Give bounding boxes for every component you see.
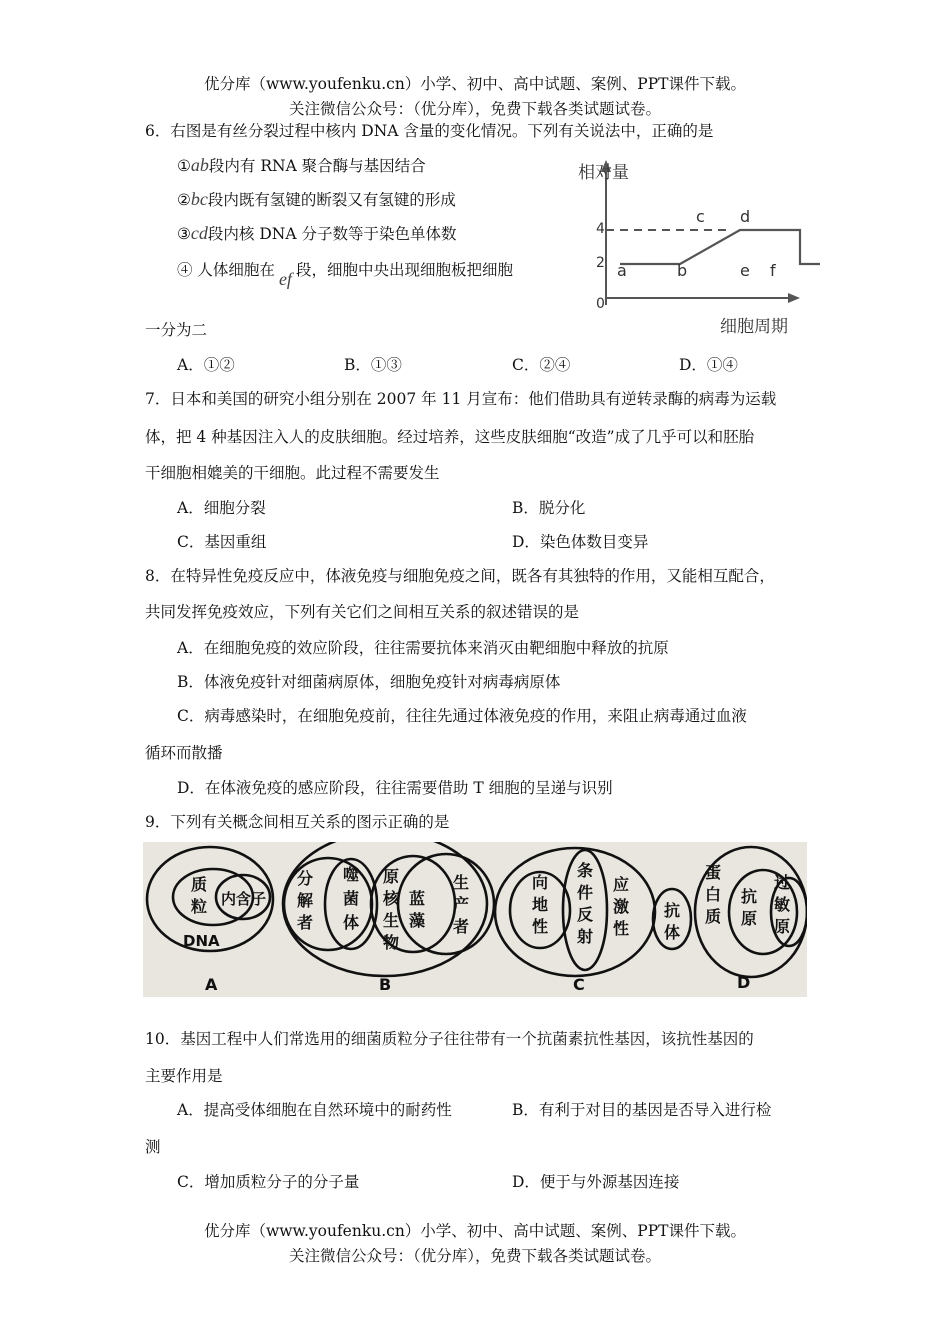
q10-line-1: 10．基因工程中人们常选用的细菌质粒分子往往带有一个抗菌素抗性基因，该抗性基因的 (145, 1030, 754, 1048)
q6-statement-4 (177, 259, 513, 289)
b-phage-1: 噬 (343, 865, 360, 884)
c-geo-2: 地 (532, 895, 549, 914)
q6-s4-num: ④ 人体细胞在 (177, 261, 275, 279)
b-decomposer-2: 解 (297, 891, 314, 910)
q8-option-b: B．体液免疫针对细菌病原体，细胞免疫针对病毒病原体 (177, 673, 561, 691)
q6-s4-text: 段，细胞中央出现细胞板把细胞 (295, 261, 513, 279)
footer-line-2: 关注微信公众号：（优分库），免费下载各类试题试卷。 (288, 1247, 661, 1265)
q6-option-b: B．①③ (344, 356, 402, 374)
q7-line-2: 体，把 4 种基因注入人的皮肤细胞。经过培养，这些皮肤细胞“改造”成了几乎可以和胚胎 (145, 428, 755, 446)
d-allergen-3: 原 (774, 917, 791, 936)
q10-option-a: A．提高受体细胞在自然环境中的耐药性 (177, 1101, 452, 1119)
c-reflex-4: 射 (577, 927, 594, 946)
b-letter: B (379, 975, 392, 994)
footer-line-1: 优分库（www.youfenku.cn）小学、初中、高中试题、案例、PPT课件下载。 (203, 1222, 747, 1240)
b-cyano-2: 藻 (409, 911, 426, 930)
q6-s2-num: ② (177, 191, 191, 209)
d-protein-1: 蛋 (705, 863, 722, 882)
graph-ytick-0: 0 (596, 296, 605, 312)
b-decomposer-3: 者 (297, 913, 314, 932)
b-cyano-1: 蓝 (409, 889, 426, 908)
q6-statement-2 (177, 189, 456, 210)
q6-s2-text: 段内既有氢键的断裂又有氢键的形成 (207, 191, 456, 209)
d-allergen-1: 过 (774, 873, 791, 892)
q8-line-2: 共同发挥免疫效应，下列有关它们之间相互关系的叙述错误的是 (145, 603, 580, 621)
q6-s2-seg: bc (190, 189, 208, 209)
q6-s1-seg: ab (190, 155, 209, 175)
graph-x-arrow (788, 293, 800, 303)
q6-s4-seg: ef (278, 269, 292, 289)
c-stress-3: 性 (613, 919, 630, 938)
graph-ytick-2: 2 (596, 255, 605, 271)
b-prok-4: 物 (383, 933, 400, 952)
c-geo-1: 向 (532, 873, 549, 892)
d-protein-2: 白 (705, 885, 722, 904)
q7-option-d: D．染色体数目变异 (512, 533, 649, 551)
b-producer-1: 生 (453, 873, 470, 892)
d-allergen-2: 敏 (774, 895, 791, 914)
b-prok-2: 核 (383, 889, 400, 908)
q6-s3-text: 段内核 DNA 分子数等于染色单体数 (207, 225, 457, 243)
a-plasmid-label-1: 质 (191, 875, 208, 894)
concept-diagram (143, 842, 807, 997)
q6-s3-num: ③ (177, 225, 191, 243)
q6-stem: 6．右图是有丝分裂过程中核内 DNA 含量的变化情况。下列有关说法中，正确的是 (145, 122, 714, 140)
a-intron-label: 内含子 (221, 890, 267, 908)
graph-point-a: a (617, 261, 627, 280)
c-letter: C (573, 975, 585, 994)
q7-option-b: B．脱分化 (512, 499, 586, 517)
c-geo-3: 性 (532, 917, 549, 936)
q7-line-3: 干细胞相媲美的干细胞。此过程不需要发生 (145, 464, 440, 482)
b-prok-3: 生 (383, 911, 400, 930)
q8-option-c: C．病毒感染时，在细胞免疫前，往往先通过体液免疫的作用，来阻止病毒通过血液 (177, 707, 747, 725)
graph-point-e: e (740, 261, 750, 280)
header-line-2: 关注微信公众号：（优分库），免费下载各类试题试卷。 (288, 100, 661, 118)
dna-content-graph (570, 150, 820, 340)
q8-option-d: D．在体液免疫的感应阶段，往往需要借助 T 细胞的呈递与识别 (177, 779, 613, 797)
q10-option-d: D．便于与外源基因连接 (512, 1173, 680, 1191)
graph-y-label: 相对量 (578, 163, 629, 183)
c-reflex-2: 件 (577, 883, 594, 902)
q6-option-d: D．①④ (679, 356, 738, 374)
q8-line-1: 8．在特异性免疫反应中，体液免疫与细胞免疫之间，既各有其独特的作用，又能相互配合， (145, 567, 775, 585)
graph-point-f: f (770, 261, 776, 280)
d-antigen-1: 抗 (741, 887, 758, 906)
q6-option-a: A．①② (177, 356, 235, 374)
header-line-1: 优分库（www.youfenku.cn）小学、初中、高中试题、案例、PPT课件下载。 (203, 75, 747, 93)
c-stress-2: 激 (613, 897, 630, 916)
d-antibody-1: 抗 (664, 901, 681, 920)
d-antibody-2: 体 (664, 923, 681, 942)
q7-option-c: C．基因重组 (177, 533, 267, 551)
b-prok-1: 原 (383, 867, 400, 886)
q6-statement-1 (177, 155, 426, 176)
a-dna-label: DNA (183, 932, 220, 950)
c-stress-1: 应 (613, 875, 630, 894)
graph-dna-line (620, 230, 820, 264)
b-phage-2: 菌 (343, 889, 360, 908)
graph-ytick-4: 4 (596, 221, 605, 237)
q7-line-1: 7．日本和美国的研究小组分别在 2007 年 11 月宣布：他们借助具有逆转录酶的病毒为运载 (145, 390, 777, 408)
q6-option-c: C．②④ (512, 356, 571, 374)
b-producer-2: 产 (453, 895, 470, 914)
q9-stem: 9．下列有关概念间相互关系的图示正确的是 (145, 813, 450, 831)
c-reflex-1: 条 (577, 861, 594, 880)
q7-option-a: A．细胞分裂 (177, 499, 266, 517)
q6-statement-4-continued: 一分为二 (145, 321, 208, 339)
c-reflex-3: 反 (577, 905, 594, 924)
d-protein-3: 质 (705, 907, 722, 926)
b-producer-3: 者 (453, 917, 470, 936)
q8-option-c-cont: 循环而散播 (145, 744, 223, 762)
q10-option-b-cont: 测 (145, 1138, 161, 1156)
q10-option-c: C．增加质粒分子的分子量 (177, 1173, 360, 1191)
graph-point-c: c (696, 207, 705, 226)
graph-point-b: b (677, 261, 688, 280)
a-letter: A (205, 975, 218, 994)
b-decomposer-1: 分 (297, 869, 314, 888)
q8-option-a: A．在细胞免疫的效应阶段，往往需要抗体来消灭由靶细胞中释放的抗原 (177, 639, 669, 657)
a-plasmid-label-2: 粒 (191, 897, 208, 916)
q6-s1-text: 段内有 RNA 聚合酶与基因结合 (208, 157, 426, 175)
q6-statement-3 (177, 223, 456, 244)
d-letter: D (737, 973, 751, 992)
q6-s3-seg: cd (190, 223, 208, 243)
q10-line-2: 主要作用是 (145, 1067, 223, 1085)
graph-x-label: 细胞周期 (720, 317, 788, 337)
q10-option-b: B．有利于对目的基因是否导入进行检 (512, 1101, 772, 1119)
d-antigen-2: 原 (741, 909, 758, 928)
graph-point-d: d (740, 207, 751, 226)
q6-s1-num: ① (177, 157, 191, 175)
b-phage-3: 体 (343, 913, 360, 932)
